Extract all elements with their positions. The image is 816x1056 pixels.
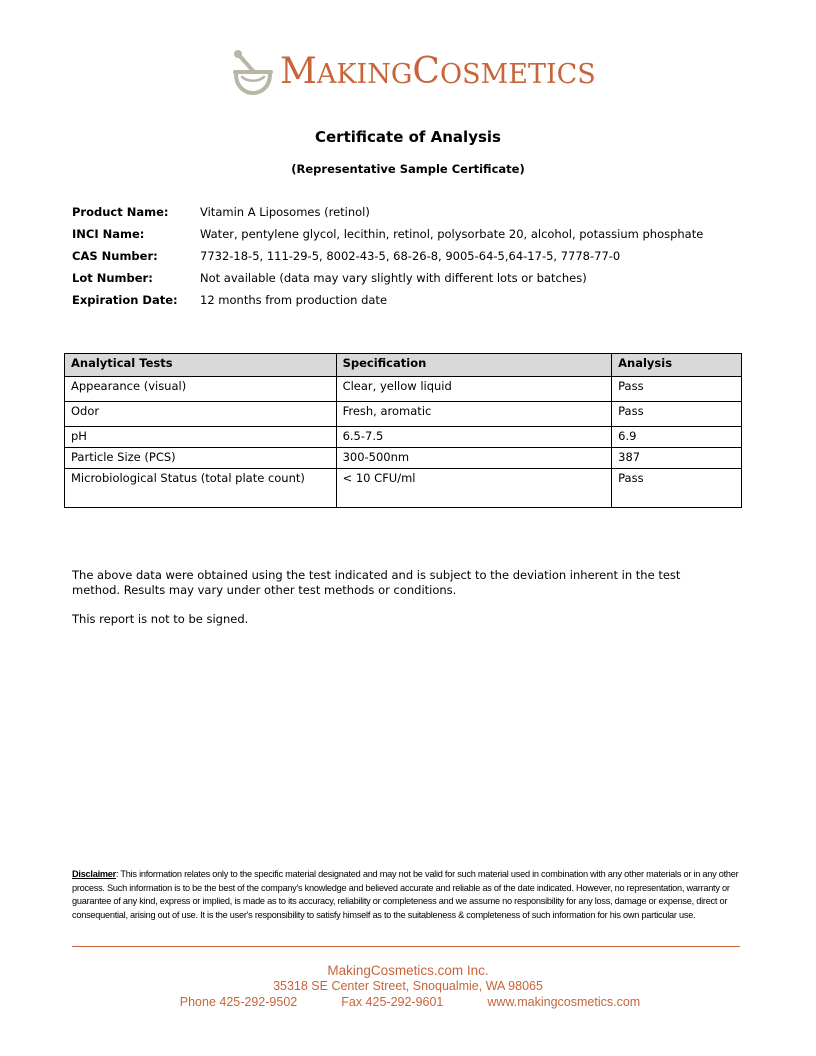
specification-cell: Clear, yellow liquid	[336, 377, 612, 402]
test-cell: Odor	[65, 402, 337, 427]
header-analytical-tests: Analytical Tests	[65, 354, 337, 377]
cas-number-value: 7732-18-5, 111-29-5, 8002-43-5, 68-26-8, 9005-64-5,64-17-5, 7778-77-0	[200, 249, 621, 263]
expiration-date-row	[72, 292, 703, 314]
inci-name-row	[72, 226, 703, 248]
document-title: Certificate of Analysis	[315, 128, 501, 146]
header-analysis: Analysis	[612, 354, 742, 377]
analysis-cell: Pass	[612, 402, 742, 427]
logo-wordmark: MAKINGCOSMETICS	[280, 51, 596, 92]
not-signed-note: This report is not to be signed.	[72, 612, 249, 626]
inci-name-value: Water, pentylene glycol, lecithin, retinol, polysorbate 20, alcohol, potassium phosphate	[200, 227, 704, 241]
product-name-label: Product Name:	[72, 205, 169, 219]
disclaimer	[72, 868, 747, 922]
footer-company-name: MakingCosmetics.com Inc.	[327, 963, 489, 978]
expiration-date-label: Expiration Date:	[72, 293, 178, 307]
table-row	[65, 469, 742, 508]
footer-contacts	[4, 994, 816, 1010]
footer-fax: Fax 425-292-9601	[341, 995, 444, 1009]
product-name-row	[72, 204, 703, 226]
test-cell: Particle Size (PCS)	[65, 448, 337, 469]
cas-number-row	[72, 248, 703, 270]
header-specification: Specification	[336, 354, 612, 377]
disclaimer-label: Disclaimer	[72, 869, 116, 879]
expiration-date-value: 12 months from production date	[200, 293, 388, 307]
test-cell: Microbiological Status (total plate count)	[65, 469, 337, 508]
product-info	[72, 204, 703, 314]
document-subtitle: (Representative Sample Certificate)	[291, 162, 525, 176]
inci-name-label: INCI Name:	[72, 227, 145, 241]
analysis-cell: Pass	[612, 377, 742, 402]
lot-number-label: Lot Number:	[72, 271, 153, 285]
test-cell: Appearance (visual)	[65, 377, 337, 402]
footer-phone: Phone 425-292-9502	[179, 995, 298, 1009]
analysis-cell: 387	[612, 448, 742, 469]
notes-section	[72, 568, 732, 641]
lot-number-value: Not available (data may vary slightly with different lots or batches)	[200, 271, 587, 285]
table-row	[65, 402, 742, 427]
analysis-cell: Pass	[612, 469, 742, 508]
specification-cell: < 10 CFU/ml	[336, 469, 612, 508]
table-header-row	[65, 354, 742, 377]
specification-cell: Fresh, aromatic	[336, 402, 612, 427]
footer	[0, 962, 816, 1010]
footer-address: 35318 SE Center Street, Snoqualmie, WA 98065	[273, 979, 543, 993]
analysis-cell: 6.9	[612, 427, 742, 448]
product-name-value: Vitamin A Liposomes (retinol)	[200, 205, 370, 219]
table-row	[65, 377, 742, 402]
cas-number-label: CAS Number:	[72, 249, 158, 263]
specification-cell: 300-500nm	[336, 448, 612, 469]
table-row	[65, 448, 742, 469]
specification-cell: 6.5-7.5	[336, 427, 612, 448]
lot-number-row	[72, 270, 703, 292]
disclaimer-text: : This information relates only to the specific material designated and may not be valid for such material used in combination with any other materials or in any other process. Such information is to be the best of the company's knowledge and believed accurate and reliable as of the date indicated. However, no representation, warranty or guarantee of any kind, express or implied, is made as to its accuracy, reliability or completeness and we assume no responsibility for any loss, damage or expense, direct or consequential, arising out of use. It is the user's responsibility to satisfy himself as to the suitableness & completeness of such information for his own particular use.	[72, 869, 739, 920]
footer-divider	[72, 946, 740, 947]
company-logo	[230, 40, 596, 96]
analysis-results-table	[64, 353, 742, 508]
test-deviation-note: The above data were obtained using the test indicated and is subject to the deviation inherent in the test method. Results may vary under other test methods or conditions.	[72, 568, 681, 597]
test-cell: pH	[65, 427, 337, 448]
mortar-and-pestle-icon	[230, 46, 276, 96]
table-row	[65, 427, 742, 448]
footer-website[interactable]: www.makingcosmetics.com	[487, 995, 641, 1009]
